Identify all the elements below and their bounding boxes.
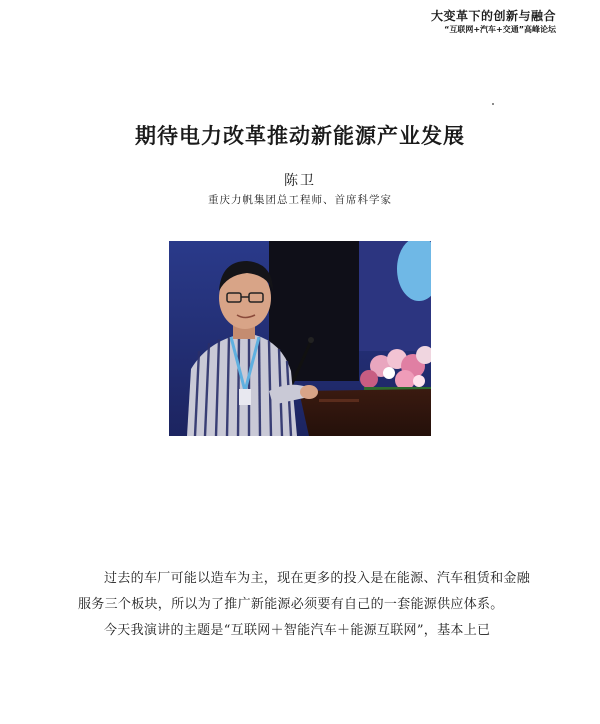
speaker-photo [169,241,431,436]
running-header [431,8,556,36]
header-title: 大变革下的创新与融合 [430,9,556,23]
body-paragraph-1: 过去的车厂可能以造车为主，现在更多的投入是在能源、汽车租赁和金融服务三个板块，所以为了推广新能源必须要有自己的一套能源供应体系。 [78,571,530,612]
author-name: 陈卫 [284,173,316,189]
article-body [78,566,530,644]
article-title: 期待电力改革推动新能源产业发展 [135,124,465,148]
speaker-photo-illustration [169,241,431,436]
header-subtitle: “互联网+汽车+交通”高峰论坛 [444,25,556,34]
author-affiliation: 重庆力帆集团总工程师、首席科学家 [208,194,392,206]
body-paragraph-2: 今天我演讲的主题是“互联网＋智能汽车＋能源互联网”，基本上已 [104,623,491,638]
scan-speck [492,103,494,105]
